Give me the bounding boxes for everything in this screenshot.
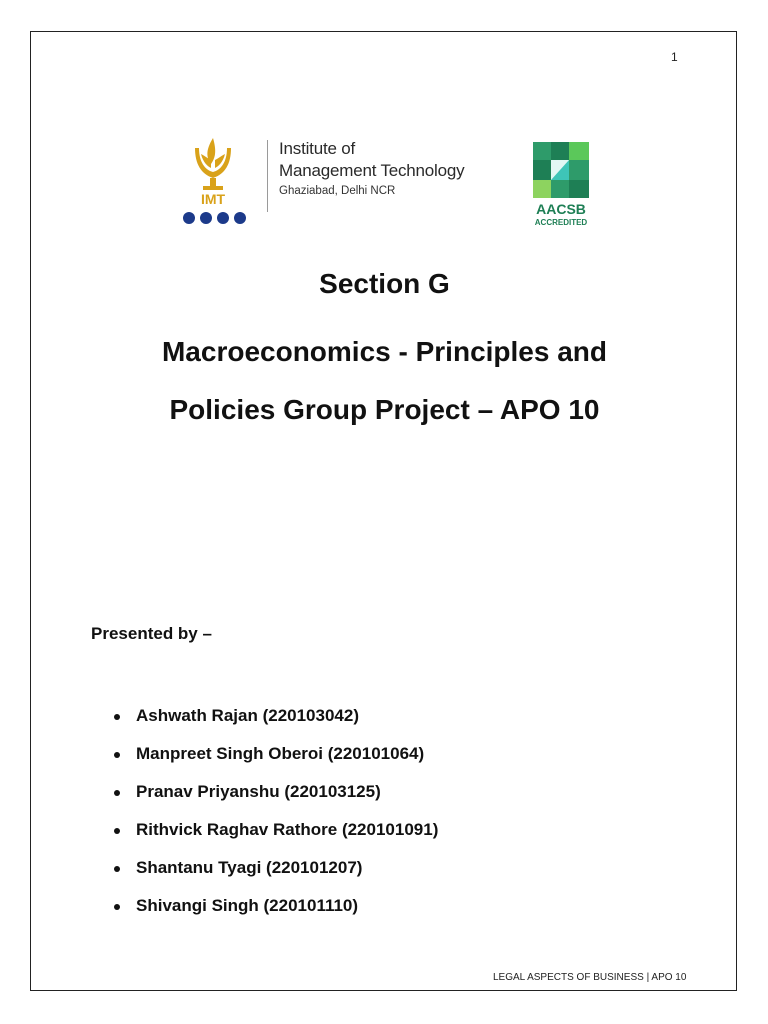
imt-logo — [181, 134, 271, 229]
aacsb-accredited-logo — [531, 140, 591, 228]
project-title-line-1: Macroeconomics - Principles and — [161, 336, 608, 367]
page-number: 1 — [671, 50, 678, 64]
institute-name-line-1: Institute of — [279, 139, 356, 158]
bullet-icon — [114, 714, 120, 720]
imt-dot — [234, 212, 246, 224]
imt-dot — [217, 212, 229, 224]
document-page — [30, 31, 737, 991]
page-footer: LEGAL ASPECTS OF BUSINESS | APO 10 — [493, 972, 687, 983]
presented-by-label: Presented by – — [91, 624, 212, 643]
bullet-icon — [114, 904, 120, 910]
member-name: Pranav Priyanshu (220103125) — [136, 782, 381, 801]
bullet-icon — [114, 828, 120, 834]
imt-dot — [183, 212, 195, 224]
member-name: Manpreet Singh Oberoi (220101064) — [136, 744, 425, 763]
bullet-icon — [114, 866, 120, 872]
bullet-icon — [114, 790, 120, 796]
project-title-line-2: Policies Group Project – APO 10 — [169, 394, 600, 425]
imt-logo-text: IMT — [200, 191, 226, 207]
bullet-icon — [114, 752, 120, 758]
institute-name-line-2: Management Technology — [279, 161, 465, 180]
aacsb-title: AACSB — [536, 201, 586, 217]
member-name: Ashwath Rajan (220103042) — [136, 706, 359, 725]
member-name: Rithvick Raghav Rathore (220101091) — [136, 820, 439, 839]
logo-divider — [267, 140, 268, 212]
imt-dot — [200, 212, 212, 224]
institute-location: Ghaziabad, Delhi NCR — [279, 185, 396, 197]
member-name: Shantanu Tyagi (220101207) — [136, 858, 363, 877]
section-title: Section G — [319, 268, 450, 299]
institute-name-block — [279, 138, 464, 200]
member-name: Shivangi Singh (220101110) — [136, 896, 359, 915]
aacsb-subtitle: ACCREDITED — [534, 218, 588, 227]
